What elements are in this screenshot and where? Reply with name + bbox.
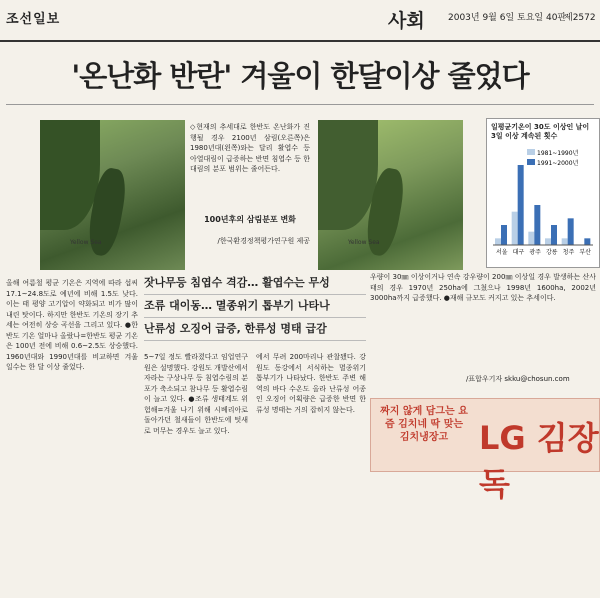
newspaper-name: 조선일보: [6, 12, 61, 27]
yellow-sea-label: Yellow Sea: [70, 239, 102, 246]
bar-서울-1: [501, 225, 507, 245]
legend-label-0: 1981~1990년: [537, 150, 579, 157]
deck-line-1: 잣나무등 침엽수 격감… 활엽수는 무성: [144, 272, 366, 295]
subheadline-deck: [144, 272, 366, 341]
tick-label-1: 대구: [512, 249, 525, 256]
article-column-1: 올해 여름철 평균 기온은 지역에 따라 섭씨 17.1~24.8도로 예년에 비해 1.5도 낮다. 이는 태 평양 고기압이 약화되고 비가 많이 내린 탓이다. 하지만 한반도 기온의 장기 추세는 여전히 상승 곡선을 그리고 있다. ●한반도 기온 얼마나 올랐나=한반도 평균 기온은 100년 전에 비해 0.6~2.5도 상승했다. 1960년대와 1990년대를 비교하면 겨울 일수는 한 달 이상 줄었다.: [6, 279, 138, 371]
headline-divider: [6, 104, 594, 105]
bar-대구-0: [512, 212, 518, 245]
article-column-4: 우량이 30㎜ 이상이거나 연속 강우량이 200㎜ 이상일 경우 발생하는 산사태의 경우 1970년 250ha에 그쳤으나 1998년 1600ha, 2002년 3000ha까지 급증했다. ●재해 규모도 커지고 있는 추세이다.: [370, 273, 596, 302]
article-column-3: 에서 무려 200마리나 관찰됐다. 강원도 동강에서 서식하는 멸종위기 톱부기가 나타났다. 한반도 주변 해역의 바다 수온도 올라 난류성 어종인 오징어 어획량은 급증한 반면 한류성 명태는 거의 잡히지 않는다.: [256, 353, 366, 414]
page-number: 제2572: [564, 13, 596, 23]
byline: /표합우기자 skku@chosun.com: [466, 375, 570, 383]
bar-서울-0: [495, 238, 501, 245]
headline: '온난화 반란' 겨울이 한달이상 줄었다: [71, 59, 529, 93]
bar-대구-1: [518, 165, 524, 245]
section-title: 사회: [388, 10, 425, 32]
map-caption-title: 100년후의 삼림분포 변화: [204, 215, 296, 224]
chart-title: 일평균기온이 30도 이상인 날이 3일 이상 계속된 횟수: [491, 123, 590, 140]
bar-청주-0: [562, 238, 568, 245]
tick-label-4: 청주: [562, 249, 575, 256]
bar-광주-0: [528, 232, 534, 245]
map-1980s: [40, 120, 185, 270]
chart-plot: [487, 145, 599, 265]
ad-tagline: 짜지 않게 담그는 요즘 김치네 딱 맞는 김치냉장고: [380, 406, 468, 443]
legend-swatch-1: [527, 159, 535, 165]
bar-부산-1: [584, 238, 590, 245]
article-column-2: 5~7일 정도 빨라졌다고 임업연구원은 설명했다. 강원도 개발산에서 자라는 구상나무 등 침엽수림의 분포가 축소되고 참나무 등 활엽수림이 늘고 있다. ●조류 생태계도 위험해=겨울 나기 위해 시베리아로 돌아가던 철새들이 한반도에 텃새로 머무는 경우도 늘고 있다.: [144, 353, 248, 435]
deck-line-3: 난류성 오징어 급증, 한류성 명태 급감: [144, 318, 366, 341]
legend-label-1: 1991~2000년: [537, 160, 579, 167]
deck-line-2: 조류 대이동… 멸종위기 톱부기 나타나: [144, 295, 366, 318]
tick-label-5: 부산: [579, 249, 591, 256]
tick-label-3: 강릉: [546, 249, 558, 256]
heatwave-chart: [486, 118, 600, 268]
legend-swatch-0: [527, 149, 535, 155]
map-2100: [318, 120, 463, 270]
issue-date: 2003년 9월 6일 토요일 40판: [448, 13, 567, 23]
ad-brand: LG 김장독: [479, 419, 599, 503]
bar-광주-1: [534, 205, 540, 245]
tick-label-2: 광주: [529, 249, 541, 256]
tick-label-0: 서울: [496, 249, 508, 256]
lg-advertisement[interactable]: [370, 398, 600, 503]
bar-강릉-0: [545, 238, 551, 245]
map-caption: ◇현재의 추세대로 한반도 온난화가 진행될 경우 2100년 삼림(오른쪽)은 1980년대(왼쪽)와는 달리 활엽수 등 아열대림이 급증하는 반면 침엽수 등 한대림의 분포 범위는 줄어든다.: [190, 123, 310, 173]
map-source: /한국환경정책평가연구원 제공: [217, 237, 310, 245]
bar-강릉-1: [551, 225, 557, 245]
masthead: [0, 0, 600, 42]
bar-청주-1: [568, 218, 574, 245]
yellow-sea-label-2: Yellow Sea: [348, 239, 380, 246]
